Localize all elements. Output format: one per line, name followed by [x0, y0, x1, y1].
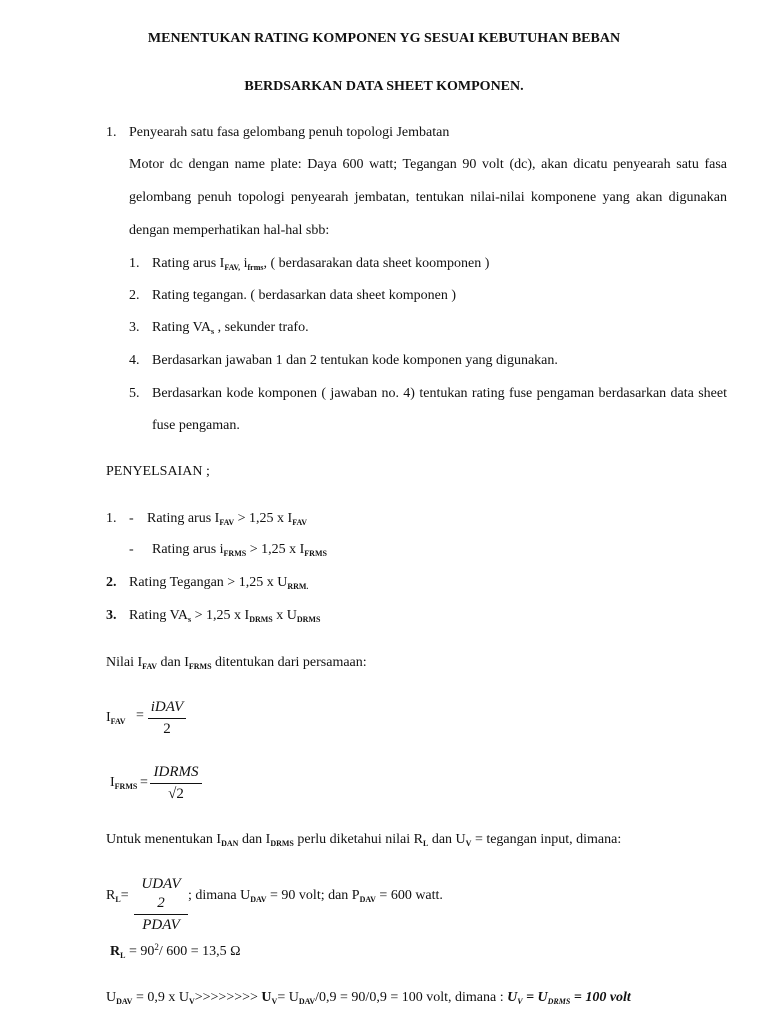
eq-text: = U [277, 990, 299, 1005]
subscript: DAV [298, 997, 316, 1006]
subscript: DAN [221, 839, 239, 848]
solution-rating-arus-frms [152, 541, 327, 559]
eq-text: U [106, 990, 117, 1005]
equation-equals: = [120, 888, 129, 903]
intro-text: ditentukan dari persamaan: [211, 655, 367, 670]
eq-symbol: R [106, 888, 116, 903]
item-text: , sekunder trafo. [214, 320, 309, 335]
eq-symbol: U [261, 990, 272, 1005]
item-number: 3. [129, 320, 140, 335]
eq-result: U [507, 990, 518, 1005]
equation-ifav-lhs [106, 709, 126, 727]
eq-result: = 100 volt [570, 990, 631, 1005]
solution-rating-arus-fav [147, 510, 307, 528]
item-kode-komponen: Berdasarkan jawaban 1 dan 2 tentukan kode komponen yang digunakan. [152, 353, 558, 368]
subscript: DAV [116, 997, 133, 1006]
problem-paragraph-line1: Motor dc dengan name plate: Daya 600 watt; Tegangan 90 volt (dc), akan dicatu penyearah satu fasa [129, 157, 727, 172]
equation-udav [106, 989, 631, 1007]
subscript: V [271, 997, 278, 1006]
intro-text: Nilai I [106, 655, 143, 670]
subscript: FRMS [114, 782, 138, 791]
eq-text: = 0,9 x U [132, 990, 189, 1005]
solution-dash: - [129, 511, 134, 526]
solution-text: x U [272, 608, 297, 623]
equation-rl-conditions [188, 887, 443, 905]
problem-paragraph-line2: gelombang penuh topologi penyearah jembatan, tentukan nilai-nilai komponene yang akan digunakan [129, 190, 727, 205]
equation-ifrms-lhs [110, 774, 137, 792]
equation-equals: = [140, 775, 148, 790]
intro-text: dan U [428, 832, 466, 847]
intro-text: Untuk menentukan I [106, 832, 222, 847]
subscript: DRMS [547, 997, 571, 1006]
problem-number: 1. [106, 125, 117, 140]
item-number: 5. [129, 386, 140, 401]
item-text: Rating arus I [152, 256, 225, 271]
subscript: FAV [292, 518, 308, 527]
subscript: DRMS [296, 615, 321, 624]
item-fuse-line2: fuse pengaman. [152, 418, 240, 433]
item-number: 1. [129, 256, 140, 271]
eq-text: = 90 volt; dan P [266, 888, 360, 903]
solution-rating-tegangan [129, 574, 308, 592]
fraction-numerator: UDAV 2 [141, 876, 181, 911]
subscript: FAV [110, 717, 126, 726]
solution-number: 2. [106, 575, 117, 590]
subscript: DAV [250, 895, 267, 904]
eq-text: ; dimana U [188, 888, 251, 903]
document-title-line2: BERDSARKAN DATA SHEET KOMPONEN. [244, 79, 524, 94]
eq-text: = 600 watt. [375, 888, 443, 903]
fraction-numerator: IDRMS [153, 764, 199, 780]
subscript: L [120, 951, 126, 960]
subscript: L [115, 895, 121, 904]
subscript: DRMS [249, 615, 273, 624]
subscript: DRMS [270, 839, 294, 848]
subscript: frms [247, 263, 264, 272]
solution-number: 1. [106, 511, 117, 526]
document-title-line1: MENENTUKAN RATING KOMPONEN YG SESUAI KEBUTUHAN BEBAN [147, 31, 621, 46]
subscript: s [211, 327, 215, 336]
solution-text: Rating arus I [147, 511, 220, 526]
solution-rating-va [129, 607, 320, 625]
subscript: V [188, 997, 195, 1006]
equation-rl-lhs [106, 887, 129, 905]
eq-text: / 600 = 13,5 Ω [158, 944, 241, 959]
eq-text: >>>>>>>> [194, 990, 262, 1005]
problem-heading: Penyearah satu fasa gelombang penuh topologi Jembatan [129, 125, 450, 140]
subscript: V [465, 839, 472, 848]
intro-text: dan I [238, 832, 271, 847]
eq-text: = 90 [125, 944, 155, 959]
subscript: FAV [142, 662, 157, 671]
subscript: FAV [219, 518, 235, 527]
equation-ifav-fraction [148, 698, 186, 739]
fraction-denominator: 2 [163, 720, 171, 737]
solution-text: > 1,25 x I [191, 608, 250, 623]
fraction-numerator: iDAV [150, 699, 184, 715]
equation-rl-fraction [134, 875, 188, 934]
eq-text: /0,9 = 90/0,9 = 100 volt, dimana : [315, 990, 508, 1005]
intro-text: perlu diketahui nilai R [293, 832, 423, 847]
subscript: L [422, 839, 429, 848]
eq-symbol: R [110, 944, 121, 959]
subscript: V [517, 997, 523, 1006]
solution-text: > 1,25 x I [246, 542, 305, 557]
intro-text: = tegangan input, dimana: [471, 832, 622, 847]
subscript: FRMS [223, 549, 247, 558]
superscript: 2 [154, 942, 159, 952]
subscript: s [188, 615, 192, 624]
subscript: RRM. [287, 582, 309, 591]
intro-text: dan I [156, 655, 189, 670]
equation-ifrms-fraction [150, 763, 202, 804]
values-intro [106, 654, 367, 672]
item-number: 4. [129, 353, 140, 368]
solution-text: Rating arus i [152, 542, 224, 557]
subscript: FRMS [304, 549, 327, 558]
item-rating-tegangan: Rating tegangan. ( berdasarkan data sheet komponen ) [152, 288, 457, 303]
item-number: 2. [129, 288, 140, 303]
item-rating-va [152, 319, 309, 337]
subscript: FAV, [224, 263, 241, 272]
eq-symbol: I [106, 710, 111, 725]
fraction-denominator: PDAV [142, 916, 180, 933]
solution-text: Rating Tegangan > 1,25 x U [129, 575, 288, 590]
equation-rl-value [110, 943, 241, 961]
subscript: DAV [359, 895, 376, 904]
equation-equals: = [136, 708, 144, 723]
eq-result: = U [522, 990, 548, 1005]
rl-intro [106, 831, 621, 849]
item-fuse-line1: Berdasarkan kode komponen ( jawaban no. 4) tentukan rating fuse pengaman berdasarkan data sheet [152, 386, 727, 401]
solution-number: 3. [106, 608, 117, 623]
solution-text: Rating VA [129, 608, 188, 623]
solution-text: > 1,25 x I [234, 511, 293, 526]
item-rating-arus [152, 255, 489, 273]
solution-heading: PENYELSAIAN ; [106, 464, 210, 479]
fraction-denominator: √2 [168, 785, 184, 802]
problem-paragraph-line3: dengan memperhatikan hal-hal sbb: [129, 223, 330, 238]
item-text: i [240, 256, 248, 271]
item-text: Rating VA [152, 320, 211, 335]
solution-dash: - [129, 542, 134, 557]
eq-symbol: I [110, 775, 115, 790]
item-text: , ( berdasarakan data sheet koomponen ) [263, 256, 490, 271]
subscript: FRMS [188, 662, 212, 671]
